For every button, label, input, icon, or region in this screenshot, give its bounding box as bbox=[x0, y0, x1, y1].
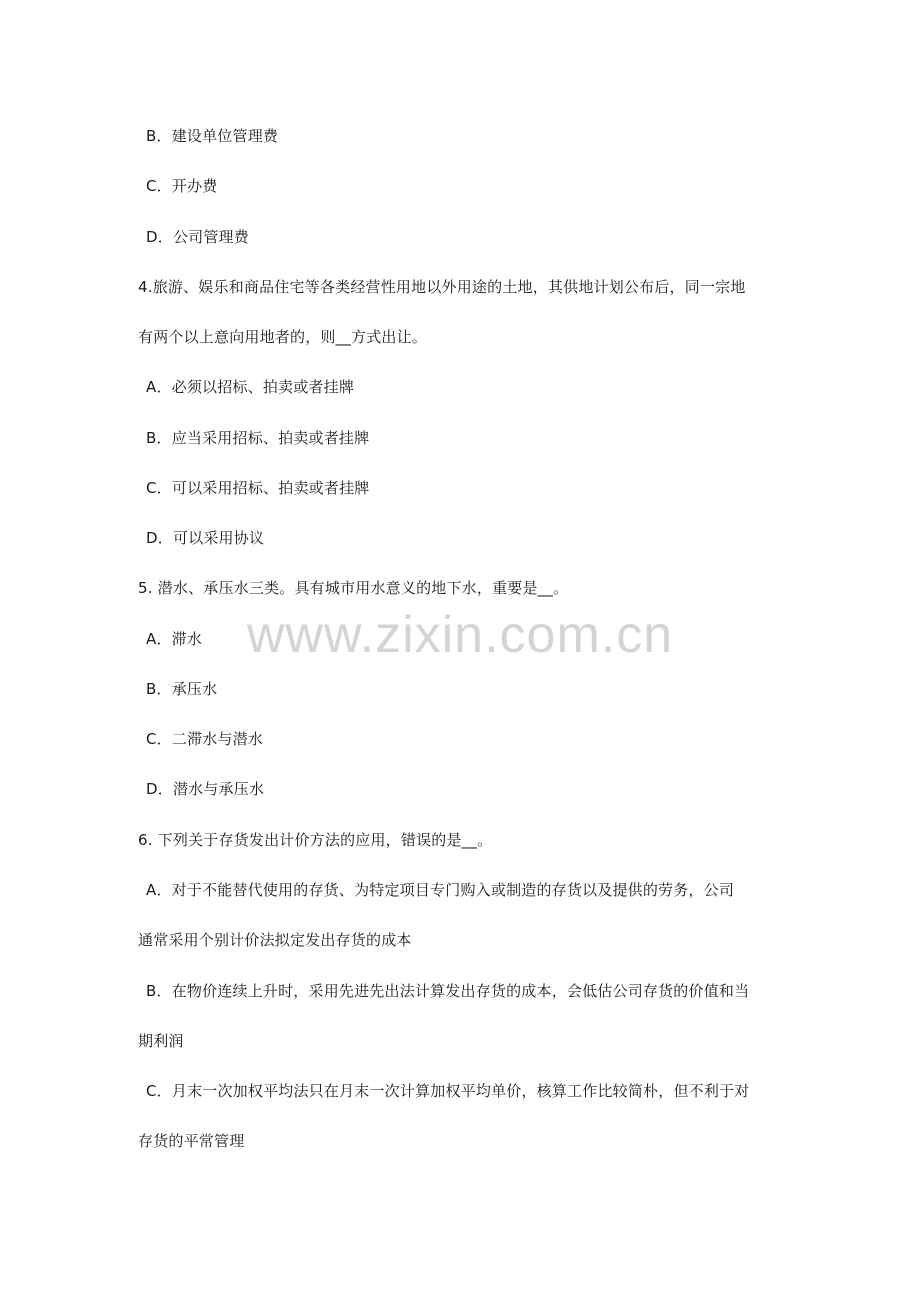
option-c-q4: C．可以采用招标、拍卖或者挂牌 bbox=[146, 479, 370, 497]
option-a-q6-line-2: 通常采用个别计价法拟定发出存货的成本 bbox=[138, 931, 412, 949]
option-a-q6-line-1: A．对于不能替代使用的存货、为特定项目专门购入或制造的存货以及提供的劳务，公司 bbox=[146, 881, 735, 899]
option-a-q5: A．滞水 bbox=[146, 630, 203, 648]
option-d-q3: D．公司管理费 bbox=[146, 228, 249, 246]
question-6: 6. 下列关于存货发出计价方法的应用，错误的是__。 bbox=[138, 831, 493, 849]
option-a-q4: A．必须以招标、拍卖或者挂牌 bbox=[146, 378, 355, 396]
option-d-q5: D．潜水与承压水 bbox=[146, 780, 265, 798]
question-4-line-2: 有两个以上意向用地者的，则__方式出让。 bbox=[138, 328, 428, 346]
option-b-q5: B．承压水 bbox=[146, 680, 218, 698]
option-d-q4: D．可以采用协议 bbox=[146, 529, 265, 547]
option-c-q3: C．开办费 bbox=[146, 177, 218, 195]
option-b-q6-line-1: B．在物价连续上升时，采用先进先出法计算发出存货的成本，会低估公司存货的价值和当 bbox=[146, 982, 750, 1000]
watermark: www.zixin.com.cn bbox=[246, 606, 674, 664]
option-b-q3: B．建设单位管理费 bbox=[146, 127, 279, 145]
question-5: 5. 潜水、承压水三类。具有城市用水意义的地下水，重要是__。 bbox=[138, 579, 569, 597]
question-4-line-1: 4.旅游、娱乐和商品住宅等各类经营性用地以外用途的土地，其供地计划公布后，同一宗地 bbox=[138, 278, 746, 296]
option-c-q6-line-2: 存货的平常管理 bbox=[138, 1132, 245, 1150]
option-c-q5: C．二滞水与潜水 bbox=[146, 730, 264, 748]
option-b-q6-line-2: 期利润 bbox=[138, 1032, 184, 1050]
option-c-q6-line-1: C．月末一次加权平均法只在月末一次计算加权平均单价，核算工作比较简朴，但不利于对 bbox=[146, 1082, 750, 1100]
option-b-q4: B．应当采用招标、拍卖或者挂牌 bbox=[146, 429, 370, 447]
